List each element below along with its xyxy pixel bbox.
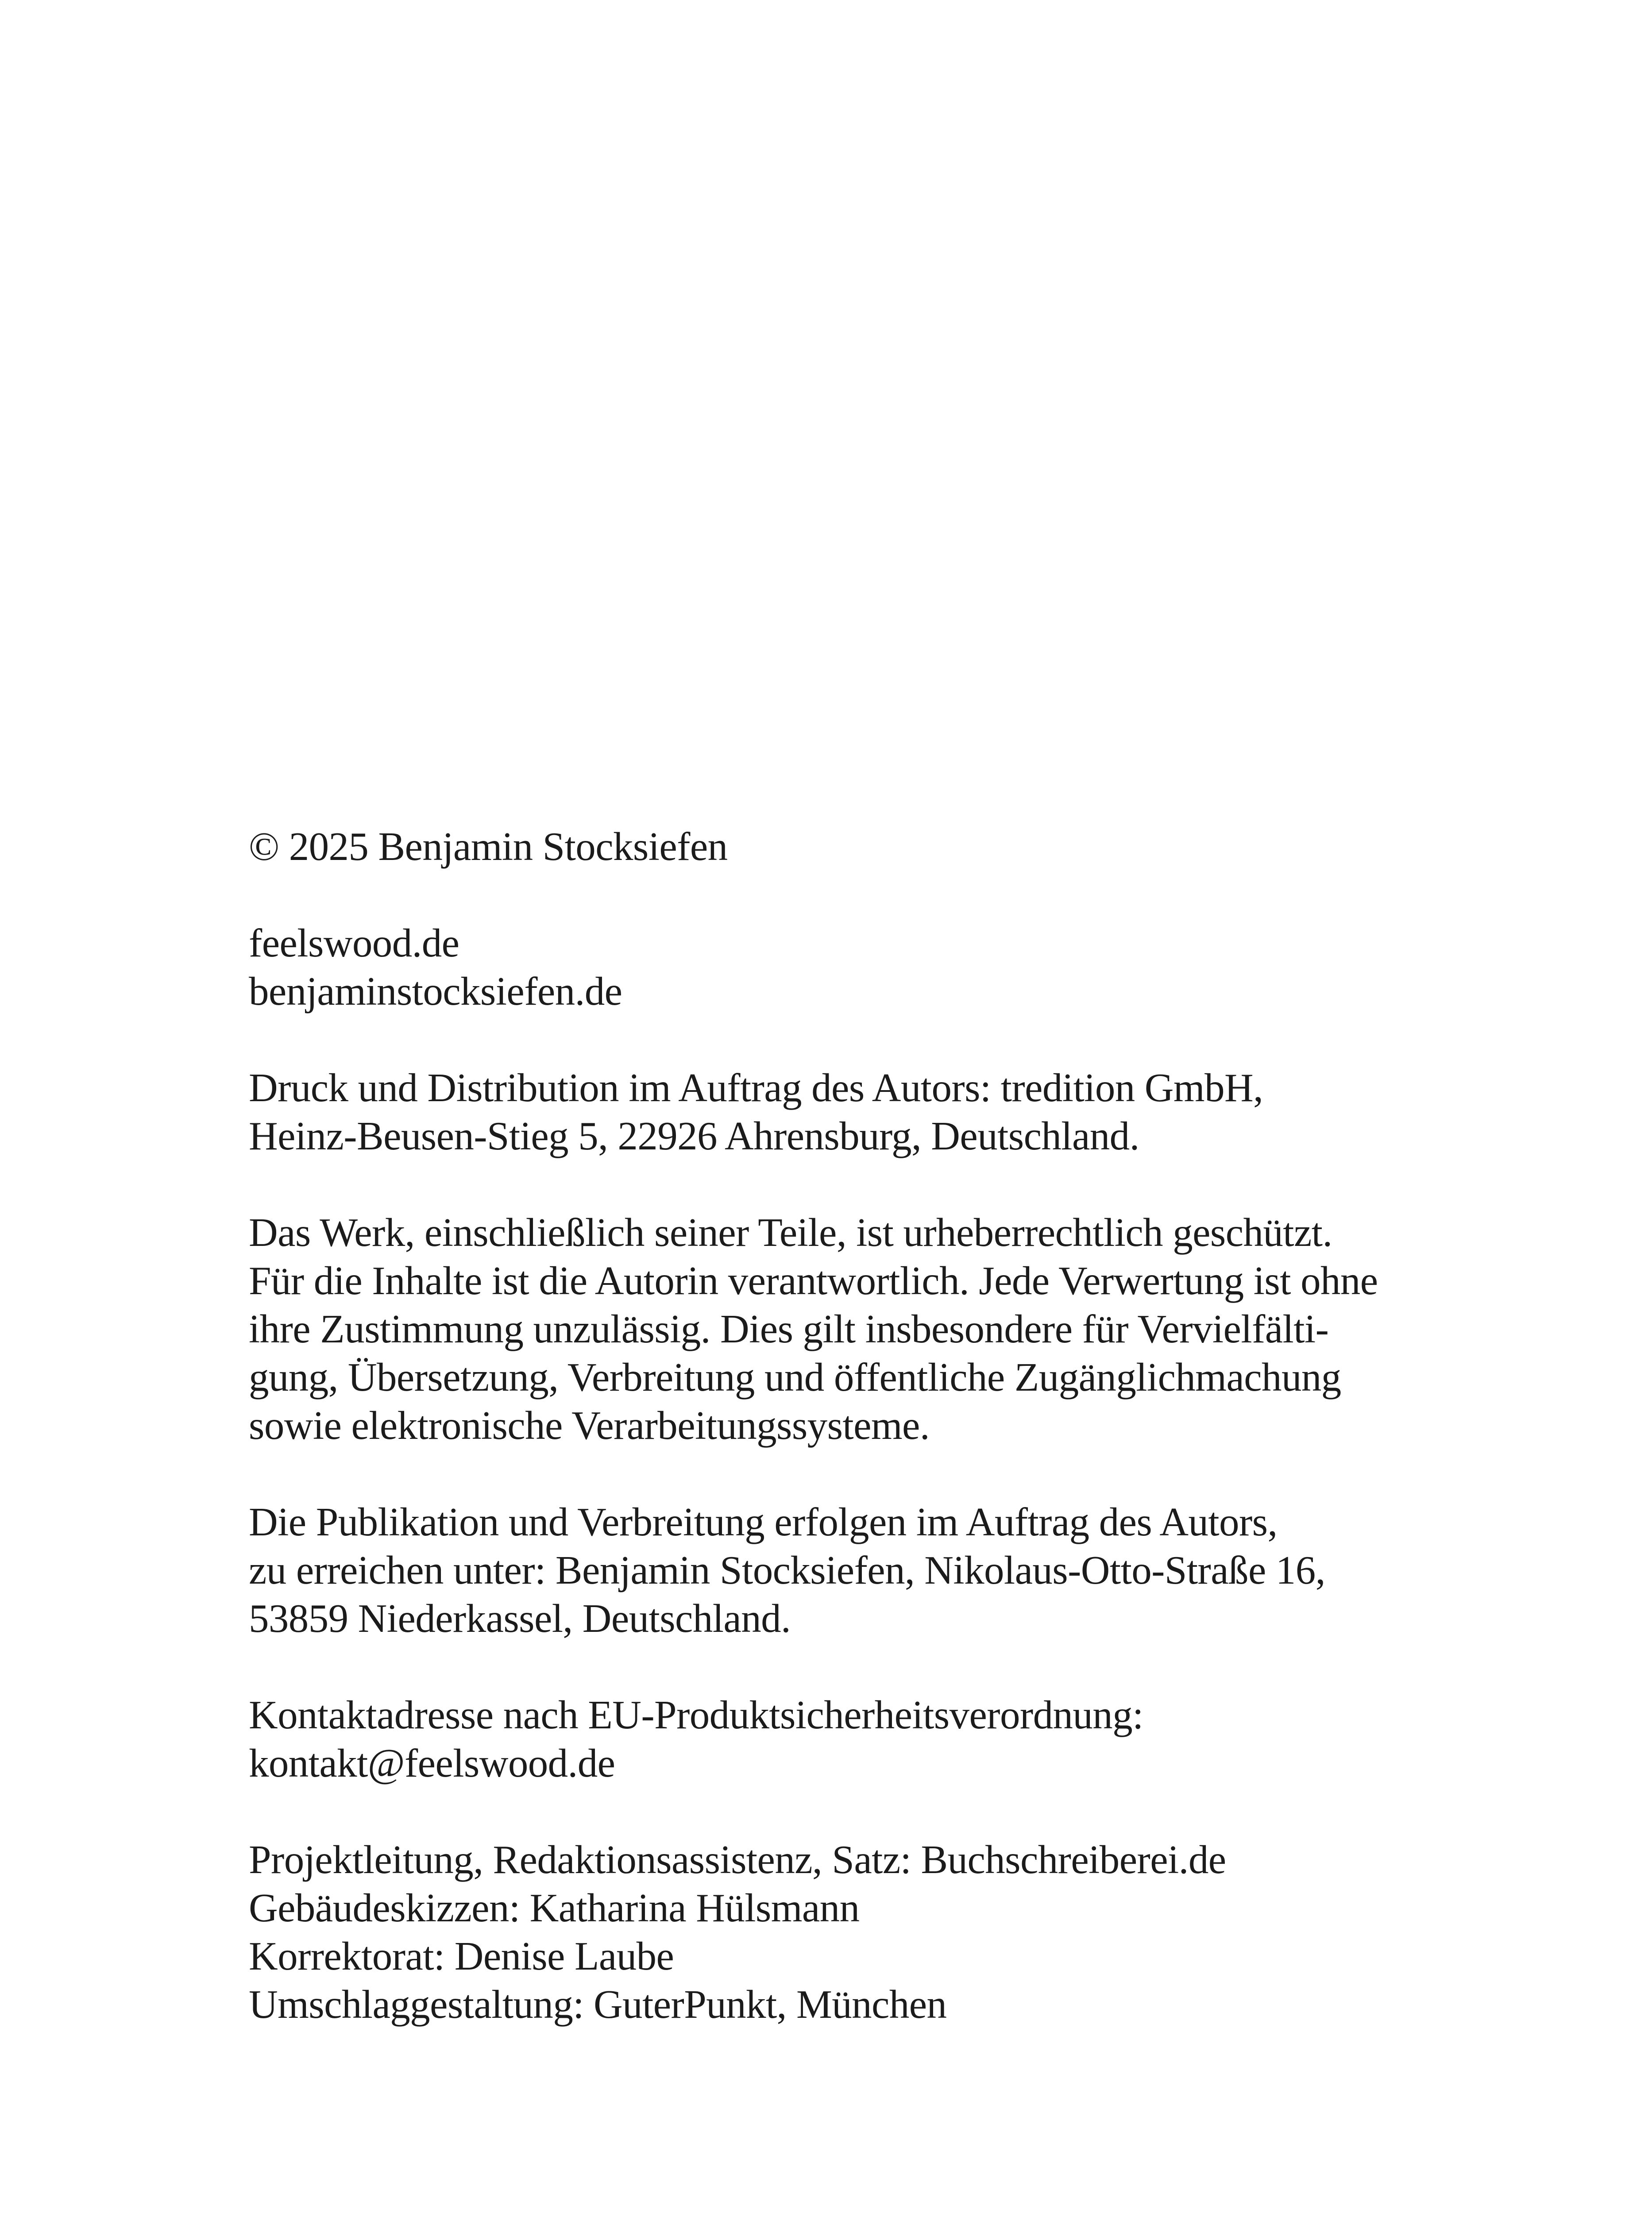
credits-block: [249, 1835, 1444, 2028]
legal-notice-line: gung, Übersetzung, Verbreitung und öffentliche Zugänglichmachung: [249, 1355, 1341, 1400]
publication-line: 53859 Niederkassel, Deutschland.: [249, 1596, 791, 1641]
contact-email: kontakt@feelswood.de: [249, 1741, 615, 1785]
copyright-block: [249, 822, 1444, 871]
credit-line: Umschlaggestaltung: GuterPunkt, München: [249, 1982, 947, 2027]
imprint-text: [249, 822, 1444, 2028]
legal-notice-block: [249, 1208, 1444, 1450]
legal-notice-line: Für die Inhalte ist die Autorin verantwortlich. Jede Verwertung ist ohne: [249, 1258, 1378, 1303]
credit-line: Korrektorat: Denise Laube: [249, 1934, 674, 1978]
publication-block: [249, 1498, 1444, 1642]
distribution-block: [249, 1064, 1444, 1160]
distribution-line: Druck und Distribution im Auftrag des Autors: tredition GmbH,: [249, 1065, 1263, 1110]
website-block: [249, 919, 1444, 1015]
legal-notice-line: Das Werk, einschließlich seiner Teile, ist urheberrechtlich geschützt.: [249, 1210, 1332, 1255]
contact-line: Kontaktadresse nach EU-Produktsicherheitsverordnung:: [249, 1693, 1143, 1737]
credit-line: Projektleitung, Redaktionsassistenz, Satz: Buchschreiberei.de: [249, 1837, 1226, 1882]
contact-block: [249, 1691, 1444, 1787]
distribution-line: Heinz-Beusen-Stieg 5, 22926 Ahrensburg, Deutschland.: [249, 1114, 1139, 1158]
publication-line: zu erreichen unter: Benjamin Stocksiefen, Nikolaus-Otto-Straße 16,: [249, 1548, 1325, 1592]
legal-notice-line: sowie elektronische Verarbeitungssysteme.: [249, 1403, 930, 1448]
credit-line: Gebäudeskizzen: Katharina Hülsmann: [249, 1885, 860, 1930]
publication-line: Die Publikation und Verbreitung erfolgen im Auftrag des Autors,: [249, 1500, 1278, 1544]
copyright-line: © 2025 Benjamin Stocksiefen: [249, 824, 728, 869]
website-line: benjaminstocksiefen.de: [249, 969, 622, 1014]
website-line: feelswood.de: [249, 921, 459, 965]
legal-notice-line: ihre Zustimmung unzulässig. Dies gilt insbesondere für Vervielfälti-: [249, 1307, 1329, 1351]
